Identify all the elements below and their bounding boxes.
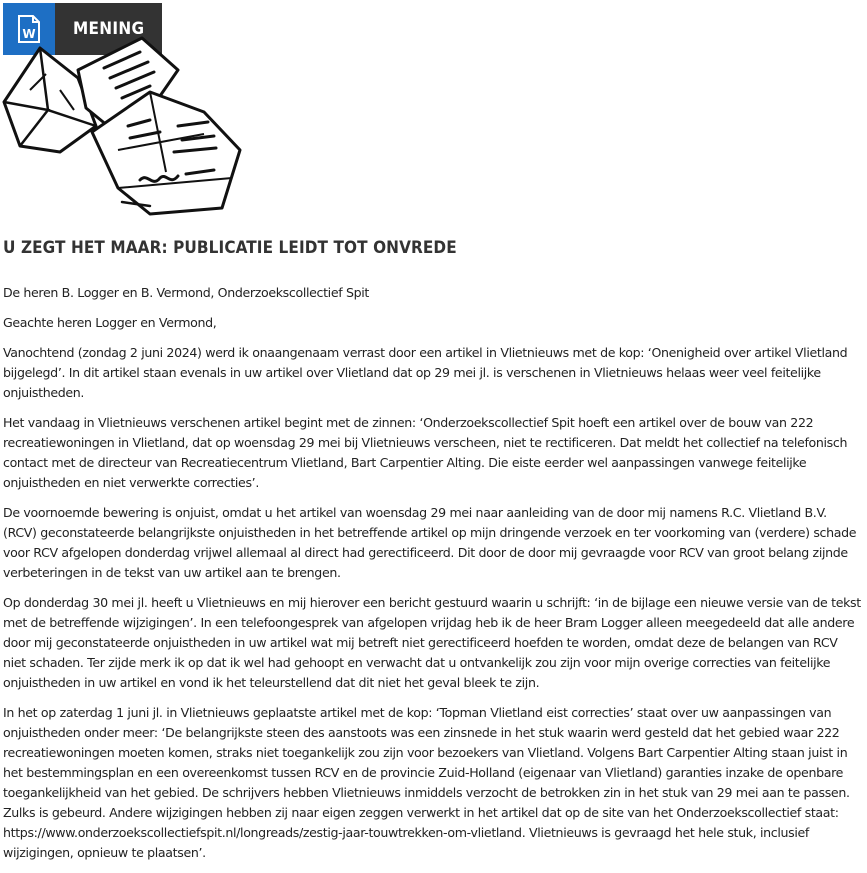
article-headline: U ZEGT HET MAAR: PUBLICATIE LEIDT TOT ONVREDE bbox=[3, 238, 457, 258]
article-paragraph: Vanochtend (zondag 2 juni 2024) werd ik onaangenaam verrast door een artikel in Vlietnieuws met de kop: ‘Onenigheid over artikel Vlietland bijgelegd’. In dit artikel staan evenals in uw artikel over Vlietland dat op 29 mei jl. is verschenen in Vlietnieuws helaas weer veel feitelijke onjuistheden. bbox=[3, 345, 848, 400]
category-label[interactable]: MENING bbox=[55, 3, 162, 55]
article-body bbox=[3, 283, 863, 873]
crumpled-letters-icon bbox=[0, 30, 250, 220]
article-paragraph: Op donderdag 30 mei jl. heeft u Vlietnieuws en mij hierover een bericht gestuurd waarin u schrijft: ‘in de bijlage een nieuwe versie van de tekst met de betreffende wijzigingen’. In een telefoongesprek van afgelopen vrijdag heb ik de heer Bram Logger alleen meegedeeld dat alle andere door mij geconstateerde onjuistheden in uw artikel wat mij betreft niet gerectificeerd hoefden te worden, omdat deze de belangen van RCV niet schaden. Ter zijde merk ik op dat ik wel had gehoopt en verwacht dat u ontvankelijk zou zijn voor mijn overige correcties van feitelijke onjuistheden in uw artikel en vond ik het teleurstellend dat dit niet het geval bleek te zijn. bbox=[3, 595, 861, 690]
article-paragraph: De heren B. Logger en B. Vermond, Onderzoekscollectief Spit bbox=[3, 285, 369, 300]
article-paragraph: Geachte heren Logger en Vermond, bbox=[3, 315, 217, 330]
article-paragraph: Het vandaag in Vlietnieuws verschenen artikel begint met de zinnen: ‘Onderzoekscollectief Spit hoeft een artikel over de bouw van 222 recreatiewoningen in Vlietland, dat op woensdag 29 mei bij Vlietnieuws verscheen, niet te rectificeren. Dat meldt het collectief na telefonisch contact met de directeur van Recreatiecentrum Vlietland, Bart Carpentier Alting. Die eiste eerder wel aanpassingen vanwege feitelijke onjuistheden en niet verwerkte correcties’. bbox=[3, 415, 848, 490]
article-paragraph: De voornoemde bewering is onjuist, omdat u het artikel van woensdag 29 mei naar aanleiding van de door mij namens R.C. Vlietland B.V. (RCV) geconstateerde belangrijkste onjuistheden in het betreffende artikel op mijn dringende verzoek en ter voorkoming van (verdere) schade voor RCV afgelopen donderdag vrijwel allemaal al direct had gerectificeerd. Dit door de door mij gevraagde voor RCV van groot belang zijnde verbeteringen in de tekst van uw artikel aan te brengen. bbox=[3, 505, 857, 580]
article-paragraph: In het op zaterdag 1 juni jl. in Vlietnieuws geplaatste artikel met de kop: ‘Topman Vlietland eist correcties’ staat over uw aanpassingen van onjuistheden onder meer: ‘De belangrijkste steen des aanstoots was een zinsnede in het stuk waarin werd gesteld dat het gebied waar 222 recreatiewoningen moeten komen, straks niet toegankelijk zou zijn voor bezoekers van Vlietland. Volgens Bart Carpentier Alting staan juist in het bestemmingsplan en een overeenkomst tussen RCV en de provincie Zuid-Holland (eigenaar van Vlietland) garanties inzake de openbare toegankelijkheid van het gebied. De schrijvers hebben Vlietnieuws inmiddels verzocht de betrokken zin in het stuk van 29 mei aan te passen. Zulks is gebeurd. Andere wijzigingen hebben zij naar eigen zeggen verwerkt in het artikel dat op de site van het Onderzoekscollectief staat: https://www.onderzoekscollectiefspit.nl/longreads/zestig-jaar-touwtrekken-om-vlietland. Vlietnieuws is gevraagd het hele stuk, inclusief wijzigingen, opnieuw te plaatsen’. bbox=[3, 705, 850, 860]
logo-letter: W bbox=[22, 27, 36, 41]
